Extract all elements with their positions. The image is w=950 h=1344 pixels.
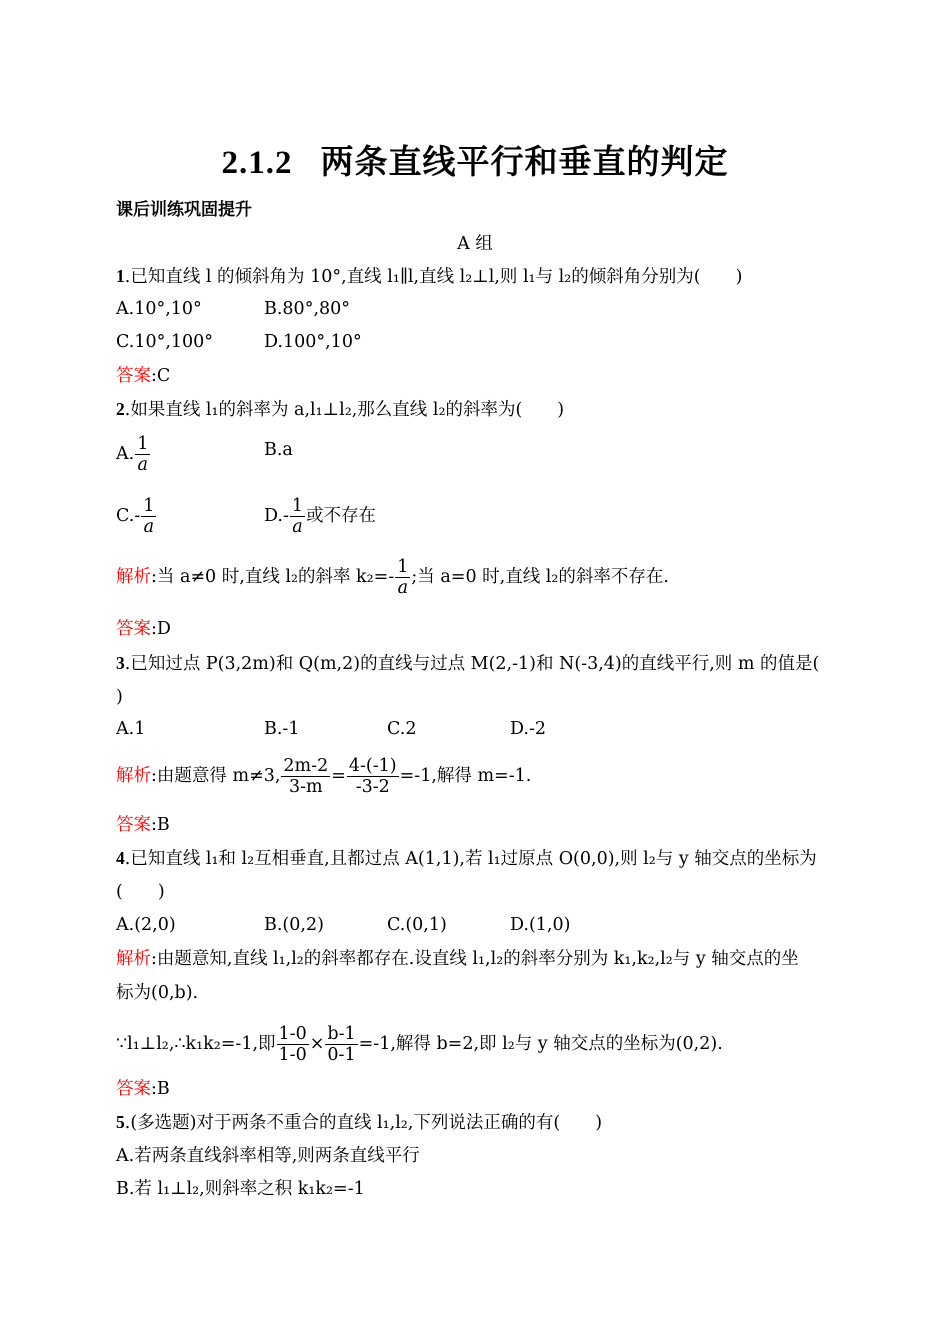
option-a: A.10°,10° xyxy=(116,299,202,319)
fraction xyxy=(135,434,150,475)
question-2 xyxy=(116,397,564,422)
page-title xyxy=(0,136,950,183)
analysis-4-line2: 标为(0,b). xyxy=(116,983,199,1003)
question-text: .如果直线 l₁的斜率为 a,l₁⊥l₂,那么直线 l₂的斜率为( ) xyxy=(124,400,565,420)
subtitle: 课后训练巩固提升 xyxy=(116,200,252,220)
answer-label: 答案 xyxy=(116,366,151,386)
analysis-4 xyxy=(116,947,799,971)
analysis-label: 解析 xyxy=(116,567,151,587)
answer-value: :C xyxy=(151,366,171,386)
option-a: A.1 xyxy=(116,719,146,739)
answer-1 xyxy=(116,364,170,388)
option-b: B.若 l₁⊥l₂,则斜率之积 k₁k₂=-1 xyxy=(116,1179,365,1199)
analysis-label: 解析 xyxy=(116,766,151,786)
numerator: 2m-2 xyxy=(283,756,329,776)
numerator: 1 xyxy=(143,496,155,516)
answer-value: :D xyxy=(151,619,171,639)
option-b: B.-1 xyxy=(264,719,300,739)
analysis-3 xyxy=(116,756,531,797)
denominator: a xyxy=(397,578,409,598)
question-text: .已知过点 P(3,2m)和 Q(m,2)的直线与过点 M(2,-1)和 N(-3,4)的直线平行,则 m 的值是( xyxy=(124,654,820,674)
option-c: C.(0,1) xyxy=(387,915,447,935)
fraction xyxy=(281,756,330,797)
option-a: A.(2,0) xyxy=(116,915,176,935)
question-number: 3 xyxy=(116,653,125,673)
option-d: D.(1,0) xyxy=(510,915,571,935)
option-label: A. xyxy=(116,444,135,464)
answer-label: 答案 xyxy=(116,619,151,639)
question-number: 2 xyxy=(116,399,125,419)
answer-3 xyxy=(116,813,170,837)
question-number: 5 xyxy=(116,1112,125,1132)
option-label: D.- xyxy=(264,506,289,526)
fraction xyxy=(277,1024,309,1065)
fraction xyxy=(395,557,410,598)
option-d xyxy=(264,496,376,537)
option-b: B.(0,2) xyxy=(264,915,324,935)
numerator: 1 xyxy=(291,496,304,516)
section-number: 2.1.2 xyxy=(221,145,293,181)
answer-value: :B xyxy=(151,1079,170,1099)
analysis-text: :由题意知,直线 l₁,l₂的斜率都存在.设直线 l₁,l₂的斜率分别为 k₁,k₂,l₂与 y 轴交点的坐 xyxy=(151,949,799,969)
denominator: -3-2 xyxy=(355,777,390,797)
denominator: a xyxy=(137,455,148,475)
question-3 xyxy=(116,651,819,676)
question-number: 4 xyxy=(116,848,125,868)
analysis-text: :由题意得 m≠3, xyxy=(151,766,281,786)
answer-4 xyxy=(116,1077,170,1101)
denominator: 1-0 xyxy=(278,1045,307,1065)
fraction xyxy=(347,756,399,797)
section-title: 两条直线平行和垂直的判定 xyxy=(320,142,729,181)
option-a: A.若两条直线斜率相等,则两条直线平行 xyxy=(116,1146,420,1166)
option-b: B.80°,80° xyxy=(264,299,351,319)
question-text: .已知直线 l 的倾斜角为 10°,直线 l₁∥l,直线 l₂⊥l,则 l₁与 l₂的倾斜角分别为( ) xyxy=(124,267,743,287)
numerator: 4-(-1) xyxy=(348,756,397,776)
question-number: 1 xyxy=(116,266,125,286)
option-d: D.100°,10° xyxy=(264,332,362,352)
fraction xyxy=(325,1024,357,1065)
option-c xyxy=(116,496,157,537)
times-sign: × xyxy=(309,1034,325,1054)
numerator: 1-0 xyxy=(278,1024,307,1044)
analysis-text: ∵l₁⊥l₂,∴k₁k₂=-1,即 xyxy=(116,1034,276,1054)
question-text: .(多选题)对于两条不重合的直线 l₁,l₂,下列说法正确的有( ) xyxy=(124,1113,603,1133)
question-5 xyxy=(116,1110,602,1135)
numerator: 1 xyxy=(137,434,149,454)
equals-sign: = xyxy=(331,766,346,786)
option-c: C.2 xyxy=(387,719,417,739)
denominator: 3-m xyxy=(288,777,323,797)
question-text: .已知直线 l₁和 l₂互相垂直,且都过点 A(1,1),若 l₁过原点 O(0,0),则 l₂与 y 轴交点的坐标为 xyxy=(124,849,817,869)
analysis-text: =-1,解得 b=2,即 l₂与 y 轴交点的坐标为(0,2). xyxy=(358,1034,723,1054)
option-a xyxy=(116,434,151,475)
group-heading: A 组 xyxy=(457,234,493,254)
denominator: a xyxy=(143,517,155,537)
question-4 xyxy=(116,846,817,871)
analysis-text: =-1,解得 m=-1. xyxy=(399,766,532,786)
answer-value: :B xyxy=(151,815,170,835)
question-1 xyxy=(116,264,742,289)
question-3-cont: ) xyxy=(116,687,123,707)
option-suffix: 或不存在 xyxy=(306,506,377,526)
fraction xyxy=(290,496,305,537)
option-c: C.10°,100° xyxy=(116,332,214,352)
option-d: D.-2 xyxy=(510,719,547,739)
option-label: C.- xyxy=(116,506,141,526)
answer-2 xyxy=(116,617,171,641)
fraction xyxy=(141,496,156,537)
numerator: b-1 xyxy=(327,1024,356,1044)
denominator: a xyxy=(292,517,303,537)
analysis-2 xyxy=(116,557,669,598)
numerator: 1 xyxy=(397,557,409,577)
analysis-text: :当 a≠0 时,直线 l₂的斜率 k₂=- xyxy=(151,567,395,587)
option-b: B.a xyxy=(264,440,293,460)
answer-label: 答案 xyxy=(116,815,151,835)
question-4-cont: ( ) xyxy=(116,882,165,902)
analysis-4-line3 xyxy=(116,1024,723,1065)
analysis-text: ;当 a=0 时,直线 l₂的斜率不存在. xyxy=(411,567,669,587)
analysis-label: 解析 xyxy=(116,949,151,969)
denominator: 0-1 xyxy=(327,1045,356,1065)
answer-label: 答案 xyxy=(116,1079,151,1099)
